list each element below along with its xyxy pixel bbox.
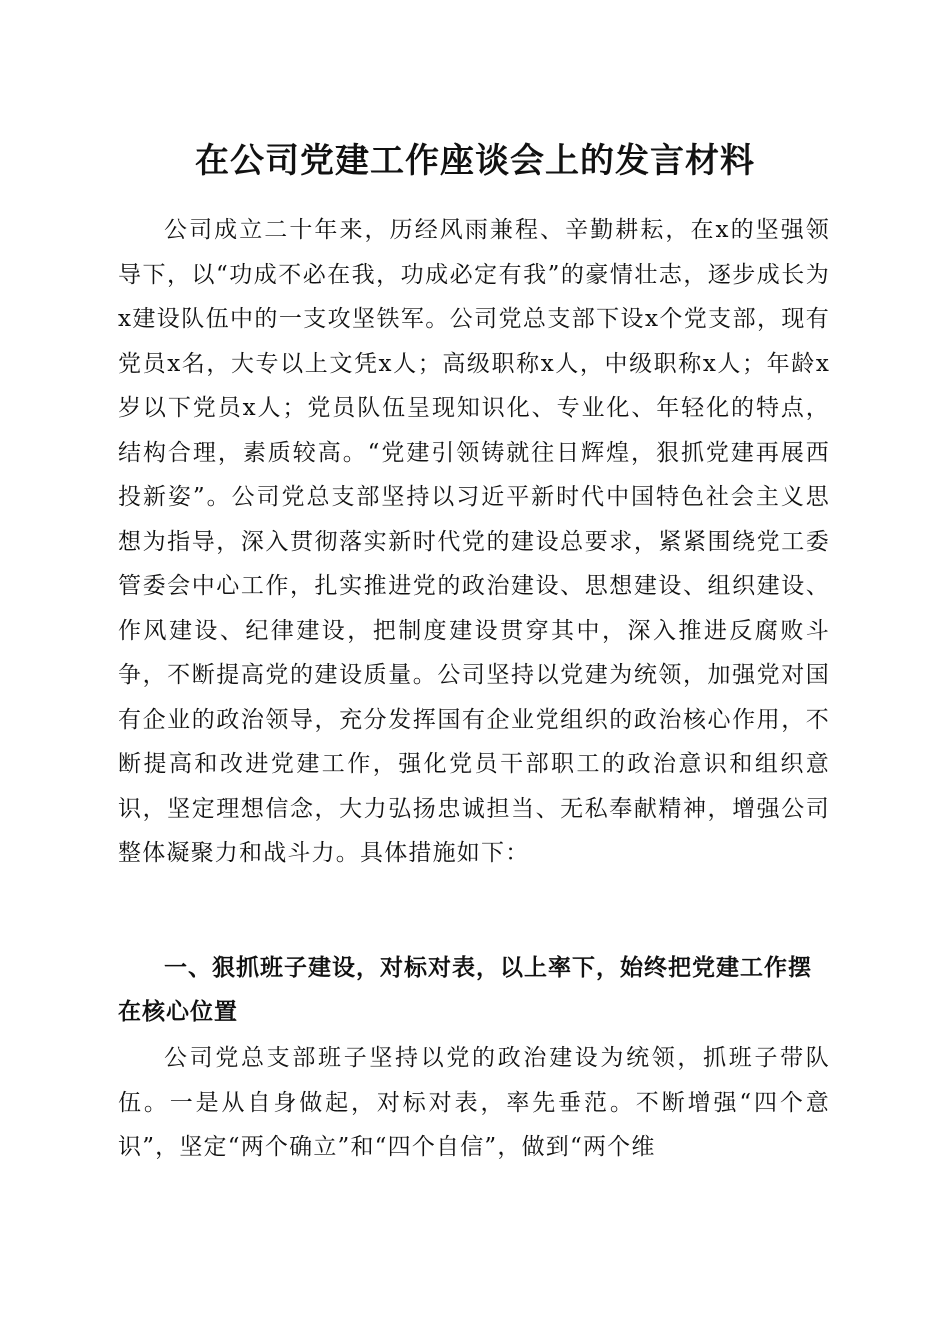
intro-paragraph: 公司成立二十年来，历经风雨兼程、辛勤耕耘，在x的坚强领导下，以“功成不必在我，功成必定有我”的豪情壮志，逐步成长为x建设队伍中的一支攻坚铁军。公司党总支部下设x个党支部，现有党员x名，大专以上文凭x人；高级职称x人，中级职称x人；年龄x岁以下党员x人；党员队伍呈现知识化、专业化、年轻化的特点，结构合理，素质较高。“党建引领铸就往日辉煌，狠抓党建再展西投新姿”。公司党总支部坚持以习近平新时代中国特色社会主义思想为指导，深入贯彻落实新时代党的建设总要求，紧紧围绕党工委管委会中心工作，扎实推进党的政治建设、思想建设、组织建设、作风建设、纪律建设，把制度建设贯穿其中，深入推进反腐败斗争，不断提高党的建设质量。公司坚持以党建为统领，加强党对国有企业的政治领导，充分发挥国有企业党组织的政治核心作用，不断提高和改进党建工作，强化党员干部职工的政治意识和组织意识，坚定理想信念，大力弘扬忠诚担当、无私奉献精神，增强公司整体凝聚力和战斗力。具体措施如下： [118, 217, 830, 866]
section-heading-1: 一、狠抓班子建设，对标对表，以上率下，始终把党建工作摆在核心位置 [118, 955, 812, 1025]
section-1-paragraph: 公司党总支部班子坚持以党的政治建设为统领，抓班子带队伍。一是从自身做起，对标对表，率先垂范。不断增强“四个意识”，坚定“两个确立”和“四个自信”，做到“两个维 [118, 1045, 830, 1160]
document-title: 在公司党建工作座谈会上的发言材料 [195, 141, 755, 181]
